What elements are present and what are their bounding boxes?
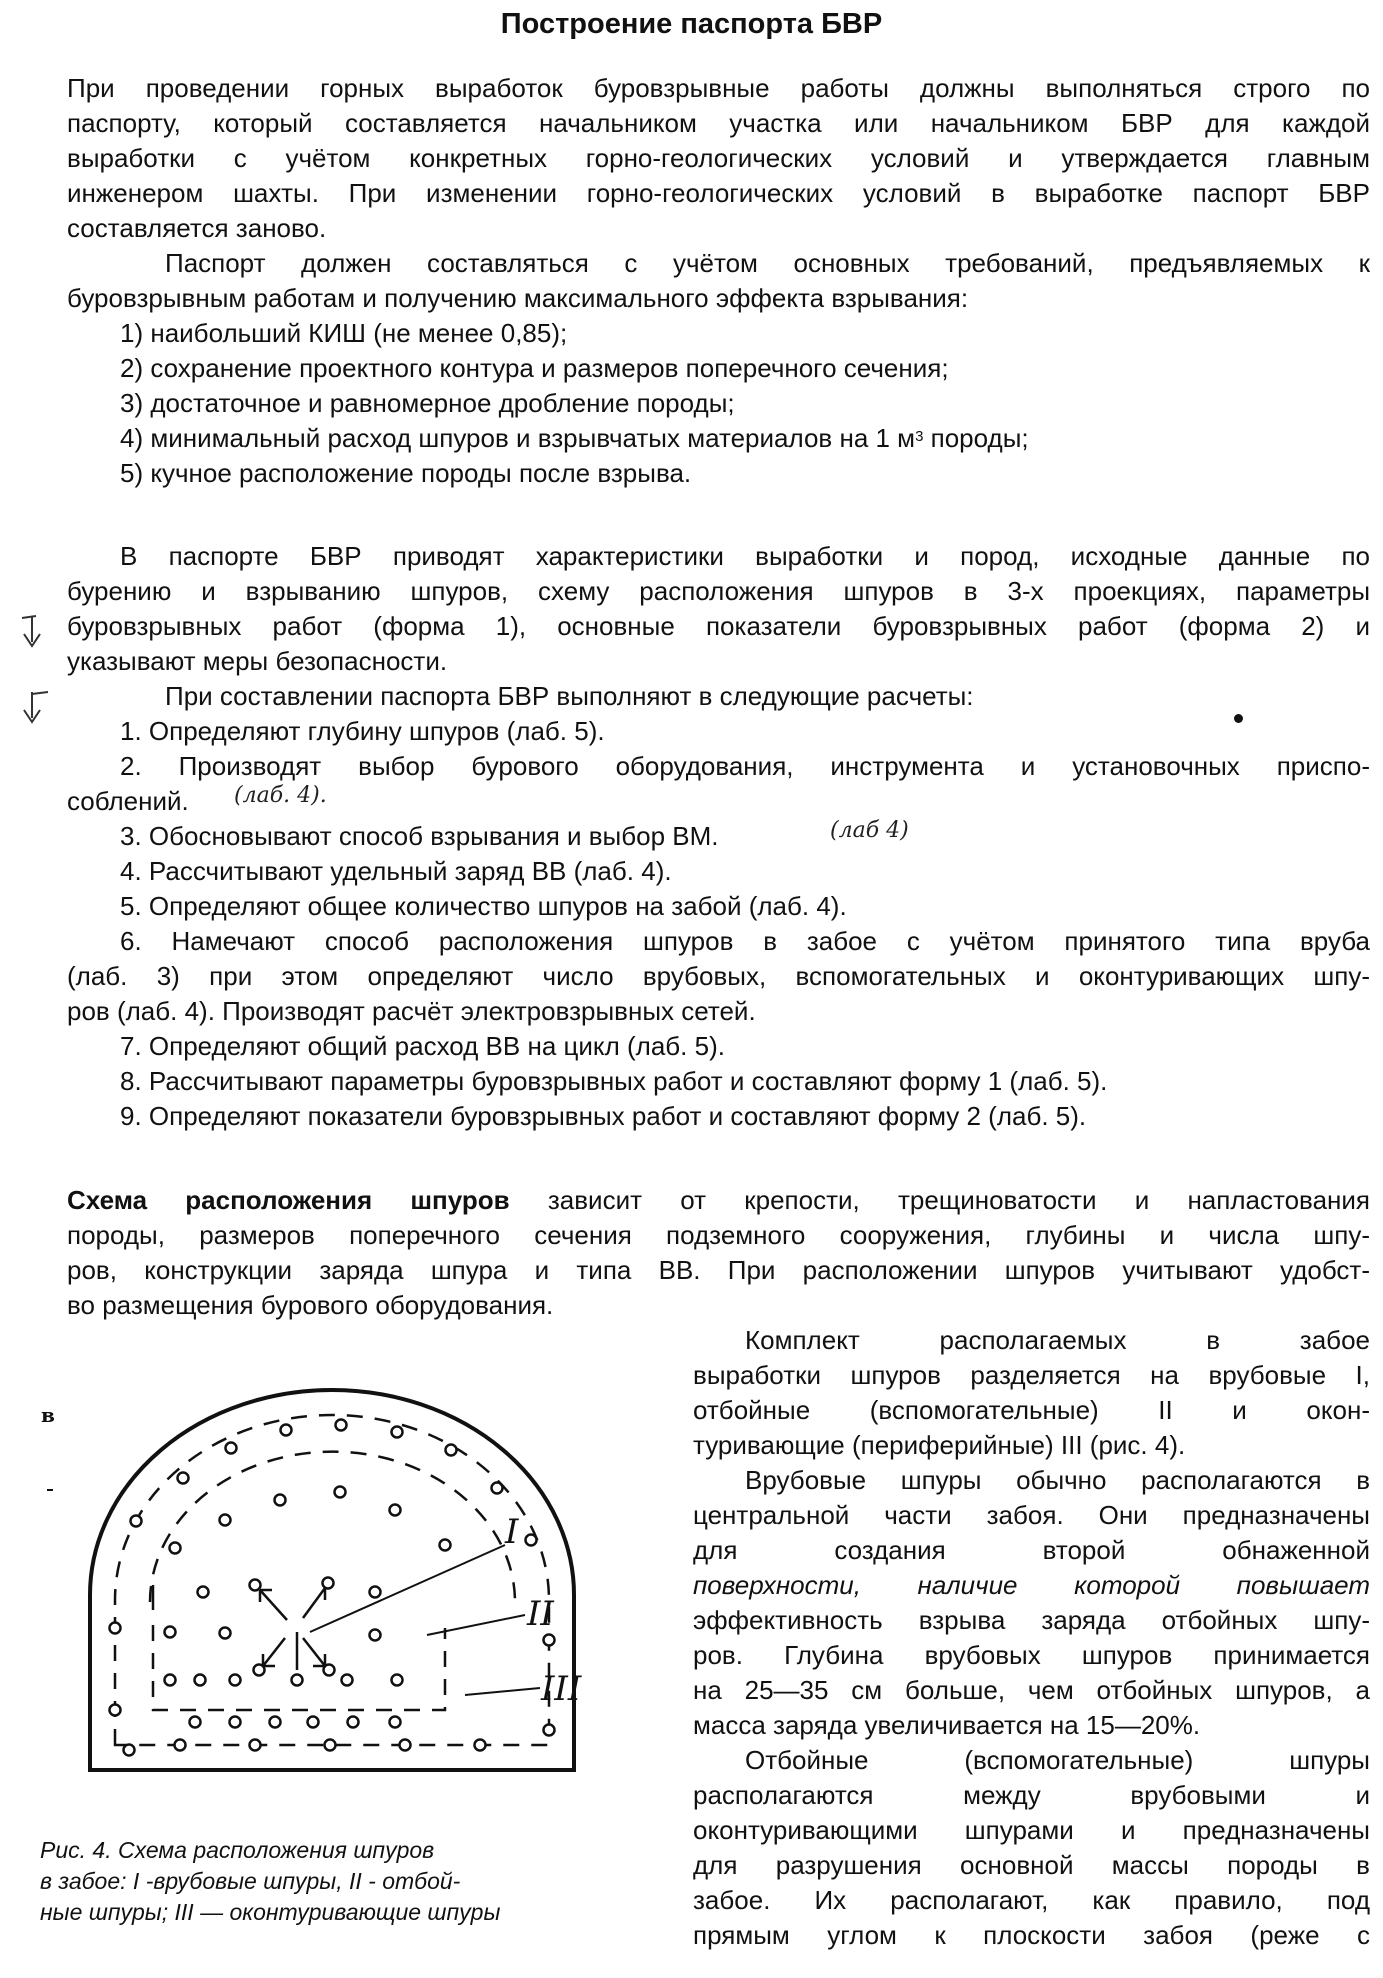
intro-line-1: При проведении горных выработок буровзрывные работы должны выполняться строго по — [67, 73, 1370, 103]
right-col-line-7: для создания второй обнаженной — [693, 1535, 1370, 1565]
right-col-line-6: центральной части забоя. Они предназначены — [693, 1500, 1370, 1530]
requirement-4-text: 4) минимальный расход шпуров и взрывчатых материалов на 1 м — [120, 423, 916, 453]
calc-step-4: 4. Рассчитывают удельный заряд ВВ (лаб. 4). — [120, 856, 672, 886]
handwritten-note-step-2: (лаб. 4). — [234, 783, 327, 808]
requirements-intro-line-2: буровзрывным работам и получению максимального эффекта взрывания: — [67, 283, 969, 313]
calc-step-2-line-1: 2. Производят выбор бурового оборудования, инструмента и установочных приспо- — [120, 751, 1370, 781]
calc-step-8: 8. Рассчитывают параметры буровзрывных работ и составляют форму 1 (лаб. 5). — [120, 1066, 1108, 1096]
calc-step-1: 1. Определяют глубину шпуров (лаб. 5). — [120, 716, 605, 746]
requirement-4 — [120, 420, 1370, 456]
leader-line-III — [465, 1688, 540, 1695]
right-col-line-2: выработки шпуров разделяется на врубовые I, — [693, 1360, 1370, 1390]
scheme-line-3: ров, конструкции заряда шпура и типа ВВ. При расположении шпуров учитывают удобст- — [67, 1255, 1370, 1285]
label-contour-holes: III — [541, 1669, 582, 1709]
intro-line-5: составляется заново. — [67, 213, 327, 243]
requirements-intro-line-1: Паспорт должен составляться с учётом основных требований, предъявляемых к — [165, 248, 1370, 278]
content-line-2: бурению и взрыванию шпуров, схему расположения шпуров в 3-х проекциях, параметры — [67, 576, 1370, 606]
leader-line-I — [310, 1545, 505, 1632]
margin-mark-arrow-2 — [14, 688, 50, 728]
calc-step-6-line-3: ров (лаб. 4). Производят расчёт электровзрывных сетей. — [67, 996, 756, 1026]
right-col-line-12: масса заряда увеличивается на 15—20%. — [693, 1710, 1201, 1740]
cubic-superscript: 3 — [915, 428, 924, 445]
scheme-line-2: породы, размеров поперечного сечения подземного сооружения, глубины и числа шпу- — [67, 1220, 1370, 1250]
calc-step-7: 7. Определяют общий расход ВВ на цикл (лаб. 5). — [120, 1031, 725, 1061]
calc-step-5: 5. Определяют общее количество шпуров на забой (лаб. 4). — [120, 891, 847, 921]
handwritten-note-step-3: (лаб 4) — [830, 818, 909, 843]
right-col-line-11: на 25—35 см больше, чем отбойных шпуров, а — [693, 1675, 1370, 1705]
right-col-line-1: Комплект располагаемых в забое — [745, 1325, 1370, 1355]
label-auxiliary-holes: II — [527, 1594, 554, 1634]
right-col-line-17: забое. Их располагают, как правило, под — [693, 1885, 1370, 1915]
scheme-line-1 — [67, 1182, 1370, 1218]
content-line-1: В паспорте БВР приводят характеристики выработки и пород, исходные данные по — [120, 541, 1370, 571]
calc-intro: При составлении паспорта БВР выполняют в следующие расчеты: — [165, 681, 974, 711]
right-col-line-16: для разрушения основной массы породы в — [693, 1850, 1370, 1880]
right-col-line-15: оконтуривающими шпурами и предназначены — [693, 1815, 1370, 1845]
content-line-3: буровзрывных работ (форма 1), основные показатели буровзрывных работ (форма 2) и — [67, 611, 1370, 641]
requirement-1: 1) наибольший КИШ (не менее 0,85); — [120, 318, 568, 348]
right-col-line-13: Отбойные (вспомогательные) шпуры — [745, 1745, 1370, 1775]
right-col-line-14: располагаются между врубовыми и — [693, 1780, 1370, 1810]
calc-step-2-line-2: соблений. — [67, 786, 189, 816]
auxiliary-rect-line — [153, 1625, 445, 1710]
requirement-5: 5) кучное расположение породы после взрыва. — [120, 458, 692, 488]
scheme-line-4: во размещения бурового оборудования. — [67, 1290, 554, 1320]
figure-corner-letter: в — [41, 1403, 55, 1427]
blasthole-layout-diagram — [35, 1370, 635, 1820]
label-cut-holes: I — [505, 1512, 519, 1552]
intro-line-4: инженером шахты. При изменении горно-геологических условий в выработке паспорт БВР — [67, 178, 1370, 208]
leader-line-II — [427, 1615, 525, 1635]
calc-step-9: 9. Определяют показатели буровзрывных работ и составляют форму 2 (лаб. 5). — [120, 1101, 1087, 1131]
scheme-title: Схема расположения шпуров — [67, 1185, 510, 1215]
page-title: Построение паспорта БВР — [500, 8, 883, 40]
right-col-line-4: туривающие (периферийные) III (рис. 4). — [693, 1430, 1186, 1460]
intro-line-3: выработки с учётом конкретных горно-геологических условий и утверждается главным — [67, 143, 1370, 173]
requirement-3: 3) достаточное и равномерное дробление породы; — [120, 388, 735, 418]
requirement-2: 2) сохранение проектного контура и размеров поперечного сечения; — [120, 353, 949, 383]
figure-caption-line-2: в забое: I -врубовые шпуры, II - отбой- — [40, 1868, 461, 1894]
content-line-4: указывают меры безопасности. — [67, 646, 448, 676]
right-col-line-3: отбойные (вспомогательные) II и окон- — [693, 1395, 1370, 1425]
figure-caption-line-1: Рис. 4. Схема расположения шпуров — [40, 1837, 435, 1863]
right-col-line-8: поверхности, наличие которой повышает — [693, 1570, 1370, 1600]
intro-line-2: паспорту, который составляется начальником участка или начальником БВР для каждой — [67, 108, 1370, 138]
calc-step-6-line-2: (лаб. 3) при этом определяют число врубовых, вспомогательных и оконтуривающих шпу- — [67, 961, 1370, 991]
auxiliary-holes — [165, 1487, 451, 1728]
right-col-line-5: Врубовые шпуры обычно располагаются в — [745, 1465, 1370, 1495]
figure-caption-line-3: ные шпуры; III — оконтуривающие шпуры — [40, 1899, 501, 1925]
calc-step-3: 3. Обосновывают способ взрывания и выбор ВМ. — [120, 821, 719, 851]
right-col-line-10: ров. Глубина врубовых шпуров принимается — [693, 1640, 1370, 1670]
calc-step-6-line-1: 6. Намечают способ расположения шпуров в забое с учётом принятого типа вруба — [120, 926, 1370, 956]
requirement-4-tail: породы; — [923, 423, 1029, 453]
scheme-line-1-rest: зависит от крепости, трещиноватости и напластования — [509, 1185, 1370, 1215]
right-col-line-18: прямым углом к плоскости забоя (реже с — [693, 1920, 1370, 1950]
right-col-line-9: эффективность взрыва заряда отбойных шпу- — [693, 1605, 1370, 1635]
margin-mark-arrow-1 — [14, 612, 44, 652]
